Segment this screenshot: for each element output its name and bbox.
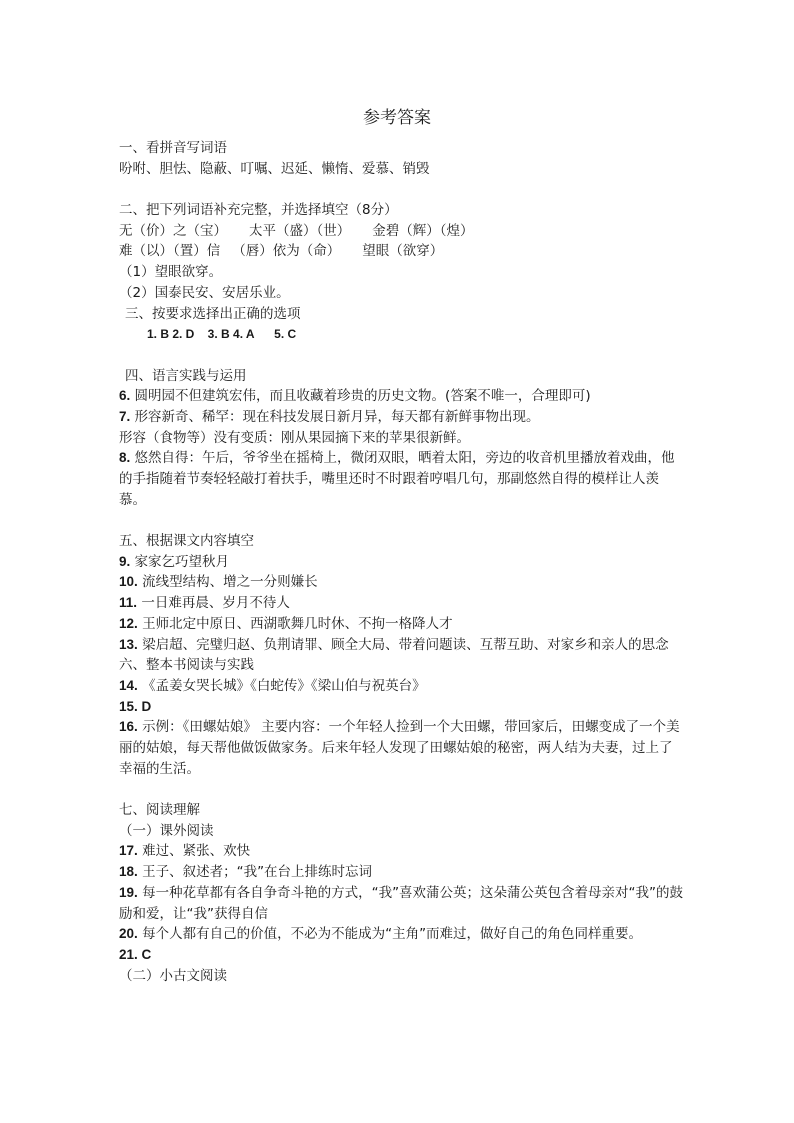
section-3-heading: 三、按要求选择出正确的选项 <box>125 305 301 322</box>
section-5-heading: 五、根据课文内容填空 <box>119 533 254 550</box>
answer-text: 悠然自得：午后，爷爷坐在摇椅上，微闭双眼，晒着太阳，旁边的收音机里播放着戏曲，他的手指随着节奏轻轻敲打着扶手，嘴里还时不时跟着哼唱几句，那副悠然自得的模样让人羡慕。 <box>119 450 675 508</box>
answer-text: 每个人都有自己的价值，不必为不能成为“主角”而难过，做好自己的角色同样重要。 <box>137 926 643 943</box>
idiom-4: 难（以）（置）信 <box>119 243 221 260</box>
answer-text: 每一种花草都有各自争奇斗艳的方式，“我”喜欢蒲公英；这朵蒲公英包含着母亲对“我”的鼓励和爱，让“我”获得自信 <box>119 884 684 922</box>
answer-20 <box>119 924 684 945</box>
idiom-5: （唇）依为（命） <box>232 243 341 260</box>
answer-9 <box>119 552 684 573</box>
idiom-2: 太平（盛）（世） <box>249 222 351 239</box>
answer-19 <box>119 883 684 924</box>
answer-number: 10. <box>119 574 138 590</box>
answer-text: 王师北定中原日、西湖歌舞几时休、不拘一格降人才 <box>137 615 453 632</box>
section-2-heading: 二、把下列词语补充完整，并选择填空（8分） <box>119 202 398 219</box>
answer-content <box>119 138 684 986</box>
answer-text: 王子、叙述者；“我”在台上排练时忘词 <box>137 864 373 881</box>
section-2-row-2 <box>119 241 684 262</box>
answer-text: 家家乞巧望秋月 <box>130 553 230 570</box>
answer-14 <box>119 676 684 697</box>
idiom-1: 无（价）之（宝） <box>119 222 227 239</box>
answer-7 <box>119 407 684 428</box>
answer-12 <box>119 614 684 635</box>
answer-text: 《孟姜女哭长城》《白蛇传》《梁山伯与祝英台》 <box>137 677 426 694</box>
section-7-heading: 七、阅读理解 <box>119 802 200 819</box>
section-7-sub-1: （一）课外阅读 <box>119 822 214 839</box>
answer-text: 形容新奇、稀罕：现在科技发展日新月异，每天都有新鲜事物出现。 <box>130 408 540 425</box>
section-2-row-1 <box>119 221 684 242</box>
answer-number: 11. <box>119 595 138 611</box>
answer-number: 17. <box>119 843 138 859</box>
answer-11 <box>119 593 684 614</box>
answer-text: 难过、紧张、欢快 <box>137 843 251 860</box>
answer-17 <box>119 841 684 862</box>
answer-number: 19. <box>119 884 138 900</box>
section-1-answer: 吩咐、胆怯、隐蔽、叮嘱、迟延、懒惰、爱慕、销毁 <box>119 160 430 177</box>
answer-number: 16. <box>119 719 138 735</box>
answer-number: 21. C <box>119 946 152 962</box>
answer-text: 圆明园不但建筑宏伟，而且收藏着珍贵的历史文物。(答案不唯一，合理即可) <box>130 388 591 405</box>
answer-number: 12. <box>119 615 138 631</box>
answer-number: 20. <box>119 926 138 942</box>
answer-number: 18. <box>119 864 138 880</box>
section-2-q2: （2）国泰民安、安居乐业。 <box>119 284 290 301</box>
answer-text: 流线型结构、增之一分则嫌长 <box>137 574 318 591</box>
answer-number: 6. <box>119 388 131 404</box>
answer-6 <box>119 386 684 407</box>
answer-16 <box>119 717 684 779</box>
answer-number: 8. <box>119 450 131 466</box>
answer-15 <box>119 697 684 718</box>
answer-18 <box>119 862 684 883</box>
answer-number: 14. <box>119 677 138 693</box>
answer-number: 7. <box>119 408 131 424</box>
answer-10 <box>119 572 684 593</box>
answer-number: 9. <box>119 553 131 569</box>
idiom-6: 望眼（欲穿） <box>362 243 444 260</box>
answer-7-b: 形容（食物等）没有变质：刚从果园摘下来的苹果很新鲜。 <box>119 429 470 446</box>
section-4-heading: 四、语言实践与运用 <box>125 367 247 384</box>
answer-text: 一日难再晨、岁月不待人 <box>137 595 290 612</box>
section-7-sub-2: （二）小古文阅读 <box>119 967 227 984</box>
answer-number: 13. <box>119 636 138 652</box>
answer-text: 梁启超、完璧归赵、负荆请罪、顾全大局、带着问题读、互帮互助、对家乡和亲人的思念 <box>137 636 669 653</box>
idiom-3: 金碧（辉）（煌） <box>372 222 474 239</box>
answer-number: 15. D <box>119 698 152 714</box>
section-6-heading: 六、整本书阅读与实践 <box>119 657 254 674</box>
section-3-answer: 1. B 2. D 3. B 4. A 5. C <box>147 327 297 342</box>
section-1-heading: 一、看拼音写词语 <box>119 140 227 156</box>
section-2-q1: （1）望眼欲穿。 <box>119 264 223 281</box>
answer-21 <box>119 945 684 966</box>
answer-13 <box>119 635 684 656</box>
answer-text: 示例：《田螺姑娘》 主要内容：一个年轻人捡到一个大田螺，带回家后，田螺变成了一个美丽的姑娘，每天帮他做饭做家务。后来年轻人发现了田螺姑娘的秘密，两人结为夫妻，过上了幸福的生活。 <box>119 719 680 777</box>
answer-8 <box>119 448 684 510</box>
page-title: 参考答案 <box>363 108 431 128</box>
